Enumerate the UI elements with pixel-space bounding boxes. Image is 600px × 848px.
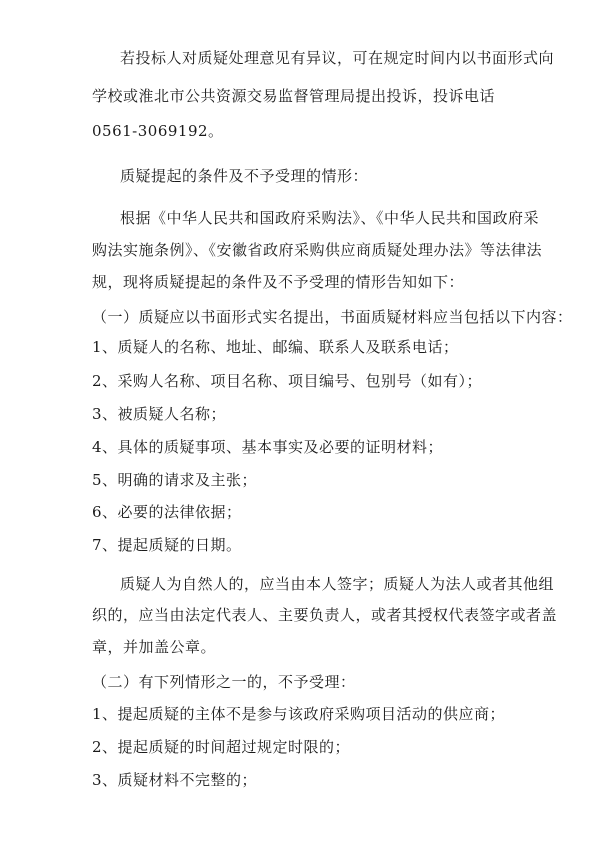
subsection-heading: （二）有下列情形之一的，不予受理： (92, 673, 356, 691)
text-line: 根据《中华人民共和国政府采购法》、《中华人民共和国政府采 (120, 209, 540, 227)
list-item: 1、提起质疑的主体不是参与该政府采购项目活动的供应商； (92, 705, 506, 723)
list-item: 2、采购人名称、项目名称、项目编号、包别号（如有）； (92, 372, 483, 390)
subsection-heading: （一）质疑应以书面形式实名提出，书面质疑材料应当包括以下内容： (92, 308, 573, 326)
list-item: 2、提起质疑的时间超过规定时限的； (92, 738, 351, 756)
list-item: 7、提起质疑的日期。 (92, 536, 242, 554)
text-line: 购法实施条例》、《安徽省政府采购供应商质疑处理办法》等法律法 (92, 241, 543, 259)
text-line: 学校或淮北市公共资源交易监督管理局提出投诉，投诉电话 (92, 87, 496, 105)
list-item: 4、具体的质疑事项、基本事实及必要的证明材料； (92, 438, 444, 456)
text-line: 章，并加盖公章。 (92, 638, 217, 656)
section-heading: 质疑提起的条件及不予受理的情形： (120, 167, 369, 185)
text-line: 若投标人对质疑处理意见有异议，可在规定时间内以书面形式向 (120, 49, 555, 67)
text-line: 0561-3069192。 (92, 122, 224, 140)
list-item: 6、必要的法律依据； (92, 503, 242, 521)
text-line: 质疑人为自然人的，应当由本人签字；质疑人为法人或者其他组 (120, 575, 555, 593)
list-item: 5、明确的请求及主张； (92, 471, 258, 489)
list-item: 3、质疑材料不完整的； (92, 771, 258, 789)
text-line: 织的，应当由法定代表人、主要负责人，或者其授权代表签字或者盖 (92, 606, 558, 624)
list-item: 3、被质疑人名称； (92, 405, 227, 423)
list-item: 1、质疑人的名称、地址、邮编、联系人及联系电话； (92, 338, 459, 356)
text-line: 规，现将质疑提起的条件及不予受理的情形告知如下： (92, 273, 465, 291)
